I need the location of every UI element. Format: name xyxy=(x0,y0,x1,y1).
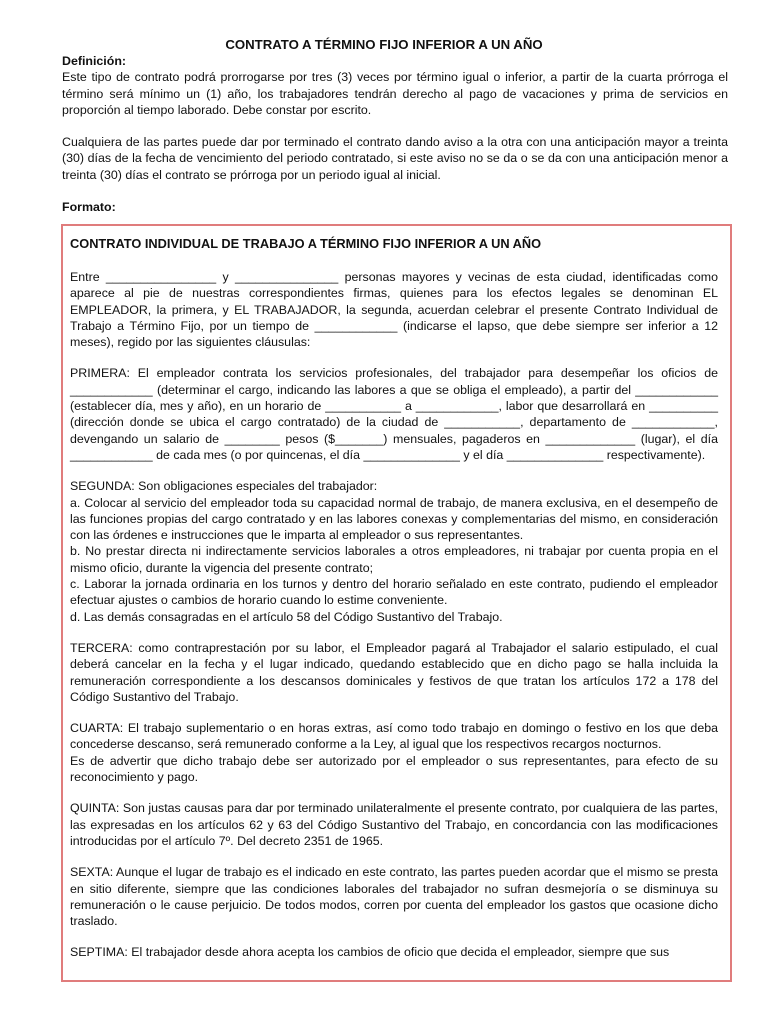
clause-segunda-item-d: d. Las demás consagradas en el artículo 58 del Código Sustantivo del Trabajo. xyxy=(70,609,503,624)
contract-title: CONTRATO INDIVIDUAL DE TRABAJO A TÉRMINO FIJO INFERIOR A UN AÑO xyxy=(70,236,542,251)
contract-template-box xyxy=(61,224,732,982)
clause-segunda-item-b: b. No prestar directa ni indirectamente servicios laborales a otros empleadores, ni trabajar por cuenta propia en el mismo oficio, durante la vigencia del presente contrato; xyxy=(70,544,718,575)
clause-cuarta-p1: CUARTA: El trabajo suplementario o en horas extras, así como todo trabajo en domingo o festivo en los que deba concederse descanso, será remunerado conforme a la Ley, al igual que los respectivos recargos nocturnos. xyxy=(70,721,718,752)
clause-tercera: TERCERA: como contraprestación por su labor, el Empleador pagará al Trabajador el salario estipulado, el cual deberá cancelar en la fecha y el lugar indicado, quedando establecido que en dicho pago se halla incluida la remuneración correspondiente a los descansos dominicales y festivos de que tratan los artículos 172 a 178 del Código Sustantivo del Trabajo. xyxy=(70,640,718,704)
clause-segunda-item-c: c. Laborar la jornada ordinaria en los turnos y dentro del horario señalado en este contrato, pudiendo el empleador efectuar ajustes o cambios de horario cuando lo estime conveniente. xyxy=(70,577,718,608)
clause-sexta: SEXTA: Aunque el lugar de trabajo es el indicado en este contrato, las partes pueden acordar que el mismo se presta en sitio diferente, siempre que las condiciones laborales del trabajador no sufran desmejoría o se disminuya su remuneración o le cause perjuicio. De todos modos, corren por cuenta del empleador los gastos que ocasione dicho traslado. xyxy=(70,865,718,929)
definition-label: Definición: xyxy=(62,54,127,68)
clause-segunda-heading: SEGUNDA: Son obligaciones especiales del trabajador: xyxy=(70,479,378,494)
clause-cuarta-p2: Es de advertir que dicho trabajo debe ser autorizado por el empleador o sus representantes, para efecto de su reconocimiento y pago. xyxy=(70,753,718,785)
termination-text: Cualquiera de las partes puede dar por terminado el contrato dando aviso a la otra con una anticipación mayor a treinta (30) días de la fecha de vencimiento del periodo contratado, si este aviso no se da o se da con una anticipación menor a treinta (30) días el contrato se prórroga por un periodo igual al inicial. xyxy=(62,135,728,182)
contract-intro: Entre ________________ y _______________ personas mayores y vecinas de esta ciudad, identificadas como aparece al pie de nuestras correspondientes firmas, quienes para los efectos legales se denominan EL EMPLEADOR, la primera, y EL TRABAJADOR, la segunda, acuerdan celebrar el presente Contrato Individual de Trabajo a Término Fijo, por un tiempo de ____________ (indicarse el lapso, que debe siempre ser inferior a 12 meses), regido por las siguientes cláusulas: xyxy=(70,270,718,350)
clause-segunda xyxy=(70,478,718,625)
definition-text: Este tipo de contrato podrá prorrogarse por tres (3) veces por término igual o inferior, a partir de la cuarta prórroga el término será mínimo un (1) año, los trabajadores tendrán derecho al pago de vacaciones y prima de servicios en proporción al tiempo laborado. Debe constar por escrito. xyxy=(62,70,728,117)
clause-cuarta xyxy=(70,720,718,785)
format-label: Formato: xyxy=(62,200,116,215)
clause-segunda-item-a: a. Colocar al servicio del empleador toda su capacidad normal de trabajo, de manera exclusiva, en el desempeño de las funciones propias del cargo contratado y en las labores conexas y complementarias del mismo, en consideración con las órdenes e instrucciones que le imparta al empleador o sus representantes. xyxy=(70,495,718,543)
document-title: CONTRATO A TÉRMINO FIJO INFERIOR A UN AÑO xyxy=(225,37,543,52)
intro-section xyxy=(62,53,728,215)
clause-quinta: QUINTA: Son justas causas para dar por terminado unilateralmente el presente contrato, por cualquiera de las partes, las expresadas en los artículos 62 y 63 del Código Sustantivo del Trabajo, en concordancia con las modificaciones introducidas por el artículo 7º. Del decreto 2351 de 1965. xyxy=(70,801,718,848)
clause-primera: PRIMERA: El empleador contrata los servicios profesionales, del trabajador para desempeñar los oficios de ____________ (determinar el cargo, indicando las labores a que se obliga el empleado), a partir del ____________ (establecer día, mes y año), en un horario de ___________ a ____________, labor que desarrollará en __________ (dirección donde se ubica el cargo contratado) de la ciudad de ___________, departamento de ____________, devengando un salario de ________ pesos ($_______) mensuales, pagaderos en _____________ (lugar), el día ____________ de cada mes (o por quincenas, el día ______________ y el día ______________ respectivamente). xyxy=(70,366,718,462)
clause-septima: SEPTIMA: El trabajador desde ahora acepta los cambios de oficio que decida el empleador, siempre que sus xyxy=(70,945,670,960)
